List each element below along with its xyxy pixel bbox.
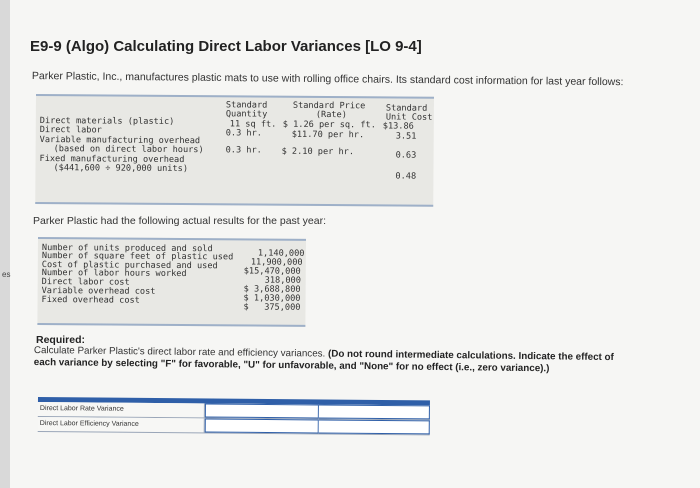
header-quantity-1: Standard <box>225 100 268 111</box>
header-unit-2: Unit Cost <box>385 112 433 123</box>
result-label: Number of units produced and sold <box>41 243 213 255</box>
row-foh-label-2: ($441,600 ÷ 920,000 units) <box>53 163 189 175</box>
row-foh-label: Fixed manufacturing overhead <box>39 154 185 166</box>
header-price-1: Standard Price <box>292 100 366 112</box>
result-value: $ 1,030,000 <box>243 293 301 304</box>
row-voh-label: Variable manufacturing overhead <box>39 135 201 147</box>
instructions-main: Calculate Parker Plastic's direct labor rate and efficiency variances. <box>33 345 329 360</box>
result-label: Variable overhead cost <box>41 286 156 297</box>
result-value: 11,900,000 <box>250 257 303 268</box>
page-title: E9-9 (Algo) Calculating Direct Labor Variances [LO 9-4] <box>30 38 422 55</box>
header-price-2: (Rate) <box>315 109 347 121</box>
row-labor-label: Direct labor <box>39 125 102 136</box>
row-materials-qty: 11 sq ft. <box>229 119 277 130</box>
row-voh-price: $ 2.10 per hr. <box>281 146 355 158</box>
left-panel-edge <box>0 0 10 488</box>
answer-table <box>38 397 430 435</box>
result-value: $15,470,000 <box>243 266 301 277</box>
rate-variance-label: Direct Labor Rate Variance <box>38 402 205 417</box>
row-labor-qty: 0.3 hr. <box>225 128 262 139</box>
result-value: 1,140,000 <box>257 248 305 259</box>
row-labor-cost: 3.51 <box>395 131 417 142</box>
row-voh-qty: 0.3 hr. <box>225 145 262 156</box>
header-quantity-2: Quantity <box>225 109 268 120</box>
efficiency-variance-effect-select[interactable] <box>319 419 430 434</box>
efficiency-variance-amount-input[interactable] <box>205 418 319 433</box>
answer-row-efficiency <box>38 417 430 435</box>
row-materials-cost: $13.86 <box>382 121 414 132</box>
results-intro-text: Parker Plastic had the following actual results for the past year: <box>33 215 326 227</box>
required-heading: Required: <box>36 334 86 346</box>
row-voh-cost: 0.63 <box>395 150 417 161</box>
row-materials-price: $ 1.26 per sq. ft. <box>282 119 376 131</box>
result-value: 318,000 <box>264 275 301 286</box>
result-label: Fixed overhead cost <box>41 295 140 306</box>
instructions <box>34 345 634 375</box>
result-value: $ 3,688,800 <box>243 284 301 295</box>
result-label: Number of square feet of plastic used <box>41 251 234 263</box>
row-materials-label: Direct materials (plastic) <box>39 116 175 127</box>
result-label: Number of labor hours worked <box>41 268 187 280</box>
standard-cost-table <box>35 94 434 207</box>
intro-text: Parker Plastic, Inc., manufactures plastic mats to use with rolling office chairs. Its standard cost information for last year follows: <box>31 70 624 89</box>
rate-variance-amount-input[interactable] <box>205 403 319 418</box>
actual-results-table <box>37 237 306 327</box>
instructions-note: (Do not round intermediate calculations. Indicate the effect of each variance by selecting "F" for favorable, "U" for unfavorable, and "None" for no effect (i.e., zero variance).) <box>33 348 614 374</box>
rate-variance-effect-select[interactable] <box>319 404 430 419</box>
result-value: $ 375,000 <box>243 302 301 313</box>
result-label: Cost of plastic purchased and used <box>41 260 218 272</box>
result-label: Direct labor cost <box>41 277 130 288</box>
row-voh-label-2: (based on direct labor hours) <box>53 144 204 156</box>
header-unit-1: Standard <box>385 103 428 114</box>
efficiency-variance-label: Direct Labor Efficiency Variance <box>38 417 205 432</box>
row-labor-price: $11.70 per hr. <box>291 129 365 141</box>
left-panel-label: es <box>2 270 11 279</box>
row-foh-cost: 0.48 <box>395 171 417 182</box>
